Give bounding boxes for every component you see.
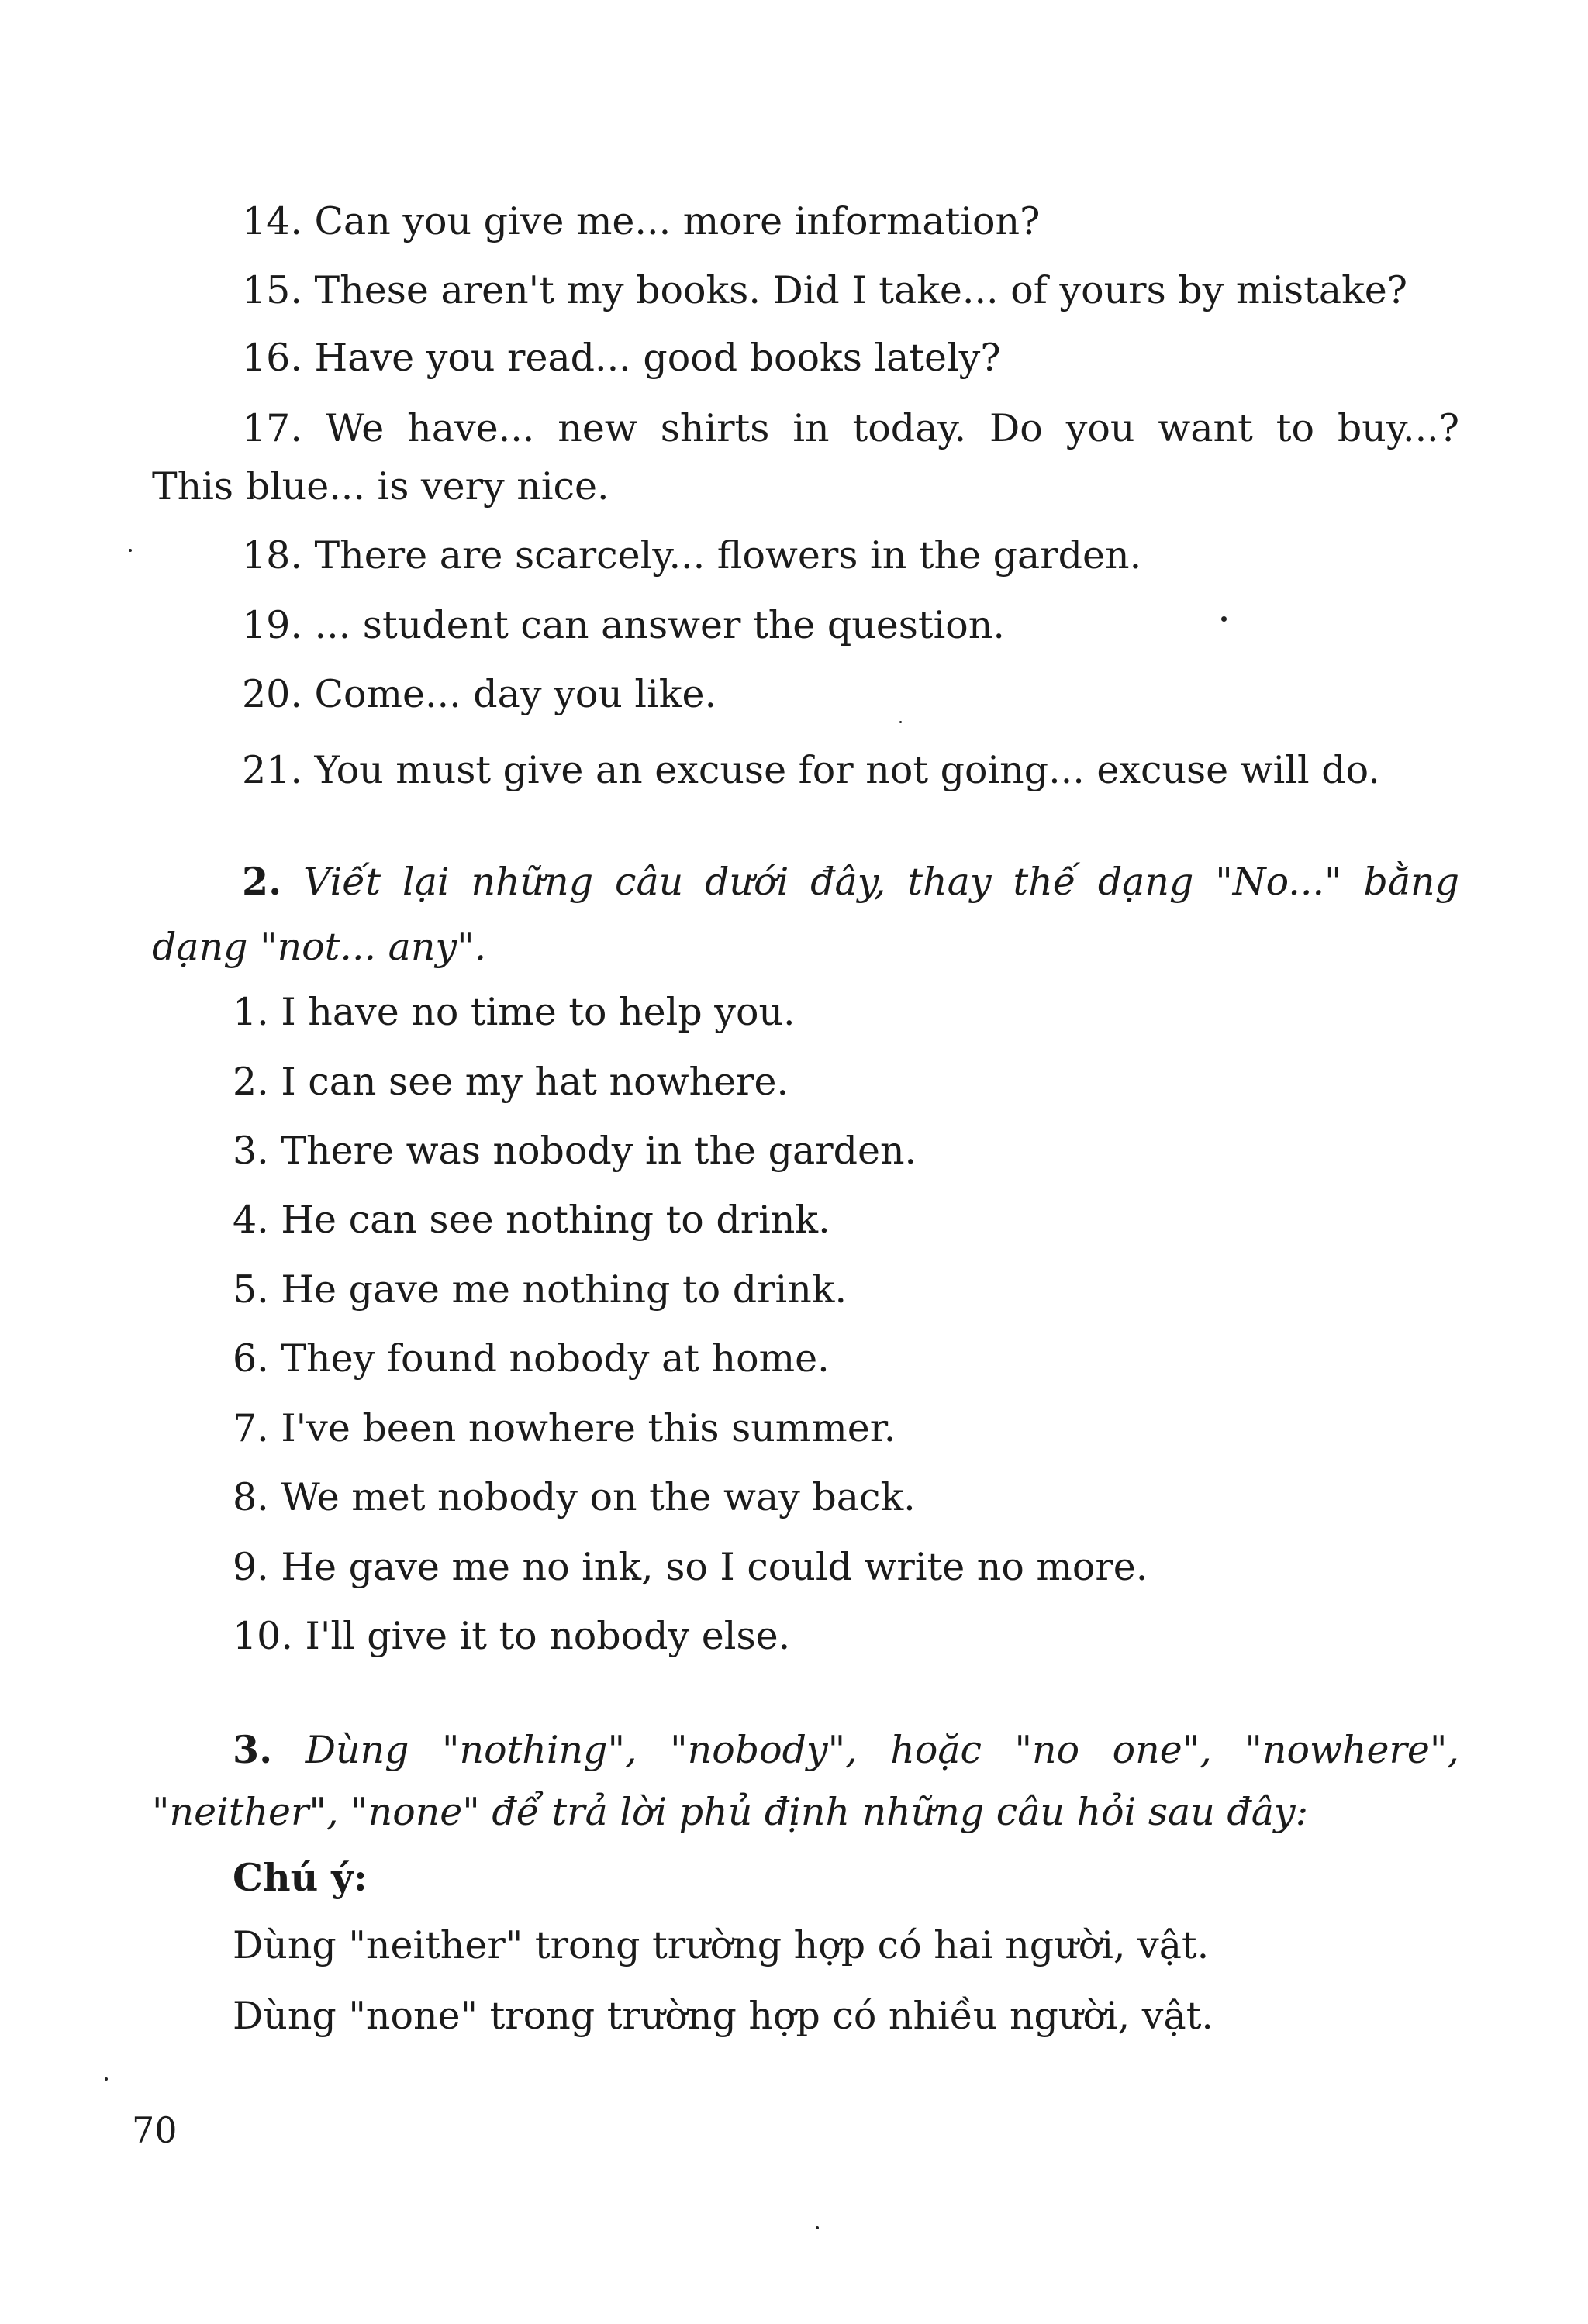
exercise2-heading bbox=[242, 858, 1459, 905]
scan-speck bbox=[105, 2077, 108, 2081]
exercise1-item-20: 20. Come... day you like. bbox=[242, 672, 717, 716]
note-line-1: Dùng "neither" trong trường hợp có hai người, vật. bbox=[233, 1923, 1210, 1967]
exercise1-item-16: 16. Have you read... good books lately? bbox=[242, 336, 1001, 380]
scan-speck bbox=[899, 721, 902, 723]
exercise2-item-1: 1. I have no time to help you. bbox=[233, 990, 796, 1034]
exercise2-instruction-line1: Viết lại những câu dưới đây, thay thế dạng "No..." bằng bbox=[303, 860, 1459, 904]
exercise1-item-21: 21. You must give an excuse for not going... excuse will do. bbox=[242, 748, 1380, 792]
exercise1-item-17-continued: This blue... is very nice. bbox=[152, 464, 609, 509]
exercise2-item-8: 8. We met nobody on the way back. bbox=[233, 1475, 916, 1519]
exercise1-item-15: 15. These aren't my books. Did I take... of yours by mistake? bbox=[242, 268, 1408, 312]
exercise2-instruction-line2: dạng "not... any". bbox=[152, 925, 487, 969]
note-title: Chú ý: bbox=[233, 1855, 368, 1900]
note-line-2: Dùng "none" trong trường hợp có nhiều người, vật. bbox=[233, 1994, 1213, 2038]
exercise1-item-18: 18. There are scarcely... flowers in the garden. bbox=[242, 533, 1142, 578]
exercise3-heading bbox=[233, 1726, 1459, 1774]
exercise2-item-5: 5. He gave me nothing to drink. bbox=[233, 1267, 848, 1312]
exercise2-item-7: 7. I've been nowhere this summer. bbox=[233, 1406, 896, 1450]
scan-speck bbox=[816, 2226, 819, 2229]
scan-speck bbox=[129, 549, 132, 552]
exercise3-instruction-line1: Dùng "nothing", "nobody", hoặc "no one", "nowhere", bbox=[305, 1728, 1459, 1772]
exercise2-item-3: 3. There was nobody in the garden. bbox=[233, 1129, 917, 1173]
exercise3-instruction-line2: "neither", "none" để trả lời phủ định những câu hỏi sau đây: bbox=[152, 1790, 1309, 1834]
exercise2-item-10: 10. I'll give it to nobody else. bbox=[233, 1614, 791, 1658]
exercise3-number: 3. bbox=[233, 1727, 273, 1772]
exercise1-item-14: 14. Can you give me... more information? bbox=[242, 199, 1041, 243]
exercise2-item-9: 9. He gave me no ink, so I could write no more. bbox=[233, 1545, 1148, 1589]
exercise2-item-2: 2. I can see my hat nowhere. bbox=[233, 1060, 789, 1104]
scan-speck bbox=[1221, 616, 1227, 622]
exercise2-item-4: 4. He can see nothing to drink. bbox=[233, 1198, 830, 1242]
page-number: 70 bbox=[132, 2109, 178, 2151]
exercise1-item-17: 17. We have... new shirts in today. Do you want to buy...? bbox=[242, 406, 1459, 450]
exercise2-item-6: 6. They found nobody at home. bbox=[233, 1336, 830, 1381]
exercise2-number: 2. bbox=[242, 859, 282, 904]
exercise1-item-19: 19. ... student can answer the question. bbox=[242, 603, 1005, 647]
